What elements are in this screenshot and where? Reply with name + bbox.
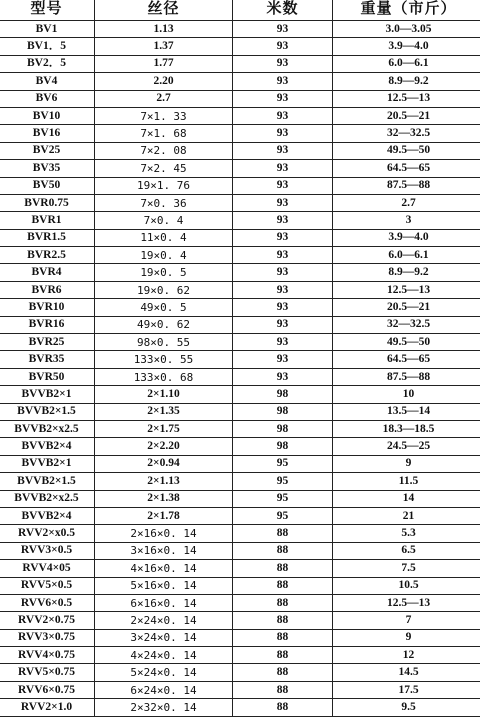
cell-meters: 98 <box>233 420 333 437</box>
cell-model: BVR1 <box>0 212 95 229</box>
cell-weight: 10 <box>333 386 480 403</box>
cell-weight: 12.5—13 <box>333 90 480 107</box>
cell-weight: 14 <box>333 490 480 507</box>
cell-model: BV6 <box>0 90 95 107</box>
cell-wire-diameter: 133×0. 55 <box>95 351 233 368</box>
header-weight: 重量（市斤） <box>333 0 480 21</box>
cell-wire-diameter: 2×1.13 <box>95 473 233 490</box>
cell-wire-diameter: 7×1. 68 <box>95 125 233 142</box>
cell-weight: 3 <box>333 212 480 229</box>
cell-weight: 87.5—88 <box>333 368 480 385</box>
cell-weight: 20.5—21 <box>333 107 480 124</box>
cell-weight: 2.7 <box>333 194 480 211</box>
table-row <box>0 681 480 698</box>
cell-wire-diameter: 49×0. 62 <box>95 316 233 333</box>
table-row <box>0 455 480 472</box>
table-row <box>0 281 480 298</box>
cell-meters: 93 <box>233 21 333 38</box>
table-row <box>0 699 480 716</box>
cell-model: BV35 <box>0 160 95 177</box>
table-row <box>0 386 480 403</box>
cell-model: RVV3×0.5 <box>0 542 95 559</box>
cell-model: BVVB2×1.5 <box>0 473 95 490</box>
cell-weight: 18.3—18.5 <box>333 420 480 437</box>
cell-meters: 93 <box>233 55 333 72</box>
cell-meters: 93 <box>233 38 333 55</box>
table-row <box>0 125 480 142</box>
cell-meters: 93 <box>233 107 333 124</box>
cell-model: BV4 <box>0 73 95 90</box>
cell-model: BVR4 <box>0 264 95 281</box>
cell-weight: 49.5—50 <box>333 142 480 159</box>
cell-meters: 93 <box>233 351 333 368</box>
cell-meters: 88 <box>233 612 333 629</box>
cell-model: BV1．5 <box>0 38 95 55</box>
cell-meters: 88 <box>233 542 333 559</box>
cell-meters: 93 <box>233 73 333 90</box>
cell-meters: 93 <box>233 160 333 177</box>
cell-wire-diameter: 2×24×0. 14 <box>95 612 233 629</box>
cell-weight: 6.0—6.1 <box>333 55 480 72</box>
cell-model: BVVB2×4 <box>0 507 95 524</box>
cell-model: BV1 <box>0 21 95 38</box>
table-row <box>0 299 480 316</box>
cell-wire-diameter: 98×0. 55 <box>95 334 233 351</box>
cell-model: BV16 <box>0 125 95 142</box>
cell-model: RVV5×0.5 <box>0 577 95 594</box>
table-row <box>0 177 480 194</box>
table-row <box>0 316 480 333</box>
cell-weight: 12 <box>333 647 480 664</box>
cell-weight: 3.9—4.0 <box>333 38 480 55</box>
table-row <box>0 55 480 72</box>
cell-wire-diameter: 2×1.78 <box>95 507 233 524</box>
cell-weight: 10.5 <box>333 577 480 594</box>
cell-weight: 32—32.5 <box>333 125 480 142</box>
cell-meters: 93 <box>233 125 333 142</box>
cell-wire-diameter: 4×16×0. 14 <box>95 560 233 577</box>
cell-meters: 93 <box>233 90 333 107</box>
table-row <box>0 73 480 90</box>
cell-wire-diameter: 1.77 <box>95 55 233 72</box>
cell-wire-diameter: 19×1. 76 <box>95 177 233 194</box>
table-row <box>0 368 480 385</box>
table-row <box>0 420 480 437</box>
cell-wire-diameter: 7×1. 33 <box>95 107 233 124</box>
cell-model: RVV6×0.75 <box>0 681 95 698</box>
cell-model: BVR1.5 <box>0 229 95 246</box>
cell-weight: 87.5—88 <box>333 177 480 194</box>
cell-weight: 9.5 <box>333 699 480 716</box>
cell-wire-diameter: 2.7 <box>95 90 233 107</box>
cell-model: BVR10 <box>0 299 95 316</box>
cell-wire-diameter: 2.20 <box>95 73 233 90</box>
cell-meters: 98 <box>233 438 333 455</box>
table-row <box>0 21 480 38</box>
header-wire-diameter: 丝径 <box>95 0 233 21</box>
table-row <box>0 403 480 420</box>
cell-meters: 95 <box>233 507 333 524</box>
cell-wire-diameter: 2×1.10 <box>95 386 233 403</box>
cell-model: BVR35 <box>0 351 95 368</box>
table-row <box>0 212 480 229</box>
cell-weight: 5.3 <box>333 525 480 542</box>
cell-model: RVV2×1.0 <box>0 699 95 716</box>
cell-weight: 21 <box>333 507 480 524</box>
cell-weight: 12.5—13 <box>333 281 480 298</box>
cell-model: BVVB2×1.5 <box>0 403 95 420</box>
cell-meters: 88 <box>233 629 333 646</box>
cell-wire-diameter: 7×2. 08 <box>95 142 233 159</box>
cell-meters: 88 <box>233 699 333 716</box>
cell-model: BV2．5 <box>0 55 95 72</box>
cell-meters: 93 <box>233 281 333 298</box>
cell-wire-diameter: 2×0.94 <box>95 455 233 472</box>
table-row <box>0 38 480 55</box>
cell-wire-diameter: 2×32×0. 14 <box>95 699 233 716</box>
table-row <box>0 90 480 107</box>
cell-meters: 93 <box>233 368 333 385</box>
cell-weight: 13.5—14 <box>333 403 480 420</box>
cell-meters: 88 <box>233 664 333 681</box>
cell-model: BVVB2×1 <box>0 386 95 403</box>
cell-wire-diameter: 133×0. 68 <box>95 368 233 385</box>
cell-meters: 93 <box>233 177 333 194</box>
cell-wire-diameter: 7×0. 36 <box>95 194 233 211</box>
cell-weight: 64.5—65 <box>333 160 480 177</box>
cell-meters: 93 <box>233 142 333 159</box>
cell-meters: 95 <box>233 490 333 507</box>
cell-weight: 6.5 <box>333 542 480 559</box>
cell-model: RVV5×0.75 <box>0 664 95 681</box>
table-row <box>0 438 480 455</box>
cell-meters: 93 <box>233 194 333 211</box>
cell-wire-diameter: 7×2. 45 <box>95 160 233 177</box>
table-row <box>0 160 480 177</box>
cell-wire-diameter: 11×0. 4 <box>95 229 233 246</box>
cell-weight: 6.0—6.1 <box>333 247 480 264</box>
cell-wire-diameter: 2×1.35 <box>95 403 233 420</box>
cell-wire-diameter: 5×16×0. 14 <box>95 577 233 594</box>
cell-wire-diameter: 2×2.20 <box>95 438 233 455</box>
cell-wire-diameter: 3×24×0. 14 <box>95 629 233 646</box>
cell-weight: 17.5 <box>333 681 480 698</box>
cell-weight: 11.5 <box>333 473 480 490</box>
cell-meters: 98 <box>233 386 333 403</box>
cell-weight: 64.5—65 <box>333 351 480 368</box>
cell-model: BVR6 <box>0 281 95 298</box>
cell-model: BVR16 <box>0 316 95 333</box>
cell-weight: 12.5—13 <box>333 594 480 611</box>
table-row <box>0 612 480 629</box>
table-row <box>0 229 480 246</box>
cell-model: RVV4×05 <box>0 560 95 577</box>
cell-wire-diameter: 2×1.75 <box>95 420 233 437</box>
cell-wire-diameter: 19×0. 62 <box>95 281 233 298</box>
cell-meters: 93 <box>233 264 333 281</box>
cell-weight: 20.5—21 <box>333 299 480 316</box>
header-model: 型号 <box>0 0 95 21</box>
table-row <box>0 560 480 577</box>
cell-wire-diameter: 2×1.38 <box>95 490 233 507</box>
cell-meters: 88 <box>233 681 333 698</box>
table-row <box>0 490 480 507</box>
cell-wire-diameter: 1.37 <box>95 38 233 55</box>
cell-model: RVV2×x0.5 <box>0 525 95 542</box>
cell-meters: 88 <box>233 560 333 577</box>
cell-model: RVV2×0.75 <box>0 612 95 629</box>
table-row <box>0 264 480 281</box>
cell-model: BVVB2×4 <box>0 438 95 455</box>
table-row <box>0 525 480 542</box>
table-row <box>0 334 480 351</box>
table-row <box>0 594 480 611</box>
cell-weight: 14.5 <box>333 664 480 681</box>
table-row <box>0 351 480 368</box>
cell-weight: 8.9—9.2 <box>333 264 480 281</box>
table-row <box>0 647 480 664</box>
cell-meters: 93 <box>233 316 333 333</box>
table-row <box>0 473 480 490</box>
cell-weight: 32—32.5 <box>333 316 480 333</box>
cell-meters: 95 <box>233 455 333 472</box>
cell-weight: 7.5 <box>333 560 480 577</box>
table-row <box>0 507 480 524</box>
cell-wire-diameter: 19×0. 5 <box>95 264 233 281</box>
cell-wire-diameter: 7×0. 4 <box>95 212 233 229</box>
cell-weight: 9 <box>333 455 480 472</box>
cell-model: BVR25 <box>0 334 95 351</box>
cell-wire-diameter: 49×0. 5 <box>95 299 233 316</box>
cell-meters: 88 <box>233 525 333 542</box>
cell-meters: 95 <box>233 473 333 490</box>
table-row <box>0 664 480 681</box>
cell-meters: 88 <box>233 594 333 611</box>
cell-wire-diameter: 3×16×0. 14 <box>95 542 233 559</box>
cell-meters: 88 <box>233 647 333 664</box>
cell-model: BVVB2×x2.5 <box>0 490 95 507</box>
cell-meters: 88 <box>233 577 333 594</box>
cell-weight: 8.9—9.2 <box>333 73 480 90</box>
table-row <box>0 194 480 211</box>
cell-weight: 49.5—50 <box>333 334 480 351</box>
cell-wire-diameter: 19×0. 4 <box>95 247 233 264</box>
cell-meters: 93 <box>233 229 333 246</box>
cell-model: RVV3×0.75 <box>0 629 95 646</box>
cell-model: BVR0.75 <box>0 194 95 211</box>
table-row <box>0 247 480 264</box>
header-row <box>0 0 480 21</box>
cell-meters: 93 <box>233 212 333 229</box>
table-row <box>0 142 480 159</box>
cell-model: BVVB2×1 <box>0 455 95 472</box>
cell-wire-diameter: 6×24×0. 14 <box>95 681 233 698</box>
cell-meters: 93 <box>233 334 333 351</box>
cell-meters: 98 <box>233 403 333 420</box>
cell-wire-diameter: 2×16×0. 14 <box>95 525 233 542</box>
cell-meters: 93 <box>233 247 333 264</box>
cell-model: RVV6×0.5 <box>0 594 95 611</box>
cell-wire-diameter: 5×24×0. 14 <box>95 664 233 681</box>
cell-weight: 24.5—25 <box>333 438 480 455</box>
cell-wire-diameter: 1.13 <box>95 21 233 38</box>
cell-model: BVR50 <box>0 368 95 385</box>
cell-model: RVV4×0.75 <box>0 647 95 664</box>
cell-model: BV50 <box>0 177 95 194</box>
cell-meters: 93 <box>233 299 333 316</box>
cell-model: BV10 <box>0 107 95 124</box>
cell-model: BV25 <box>0 142 95 159</box>
cell-weight: 7 <box>333 612 480 629</box>
cell-model: BVR2.5 <box>0 247 95 264</box>
table-row <box>0 107 480 124</box>
table-row <box>0 577 480 594</box>
cell-weight: 3.0—3.05 <box>333 21 480 38</box>
table-row <box>0 629 480 646</box>
cell-weight: 3.9—4.0 <box>333 229 480 246</box>
cell-wire-diameter: 6×16×0. 14 <box>95 594 233 611</box>
cell-wire-diameter: 4×24×0. 14 <box>95 647 233 664</box>
cell-weight: 9 <box>333 629 480 646</box>
header-meters: 米数 <box>233 0 333 21</box>
table-row <box>0 542 480 559</box>
cell-model: BVVB2×x2.5 <box>0 420 95 437</box>
